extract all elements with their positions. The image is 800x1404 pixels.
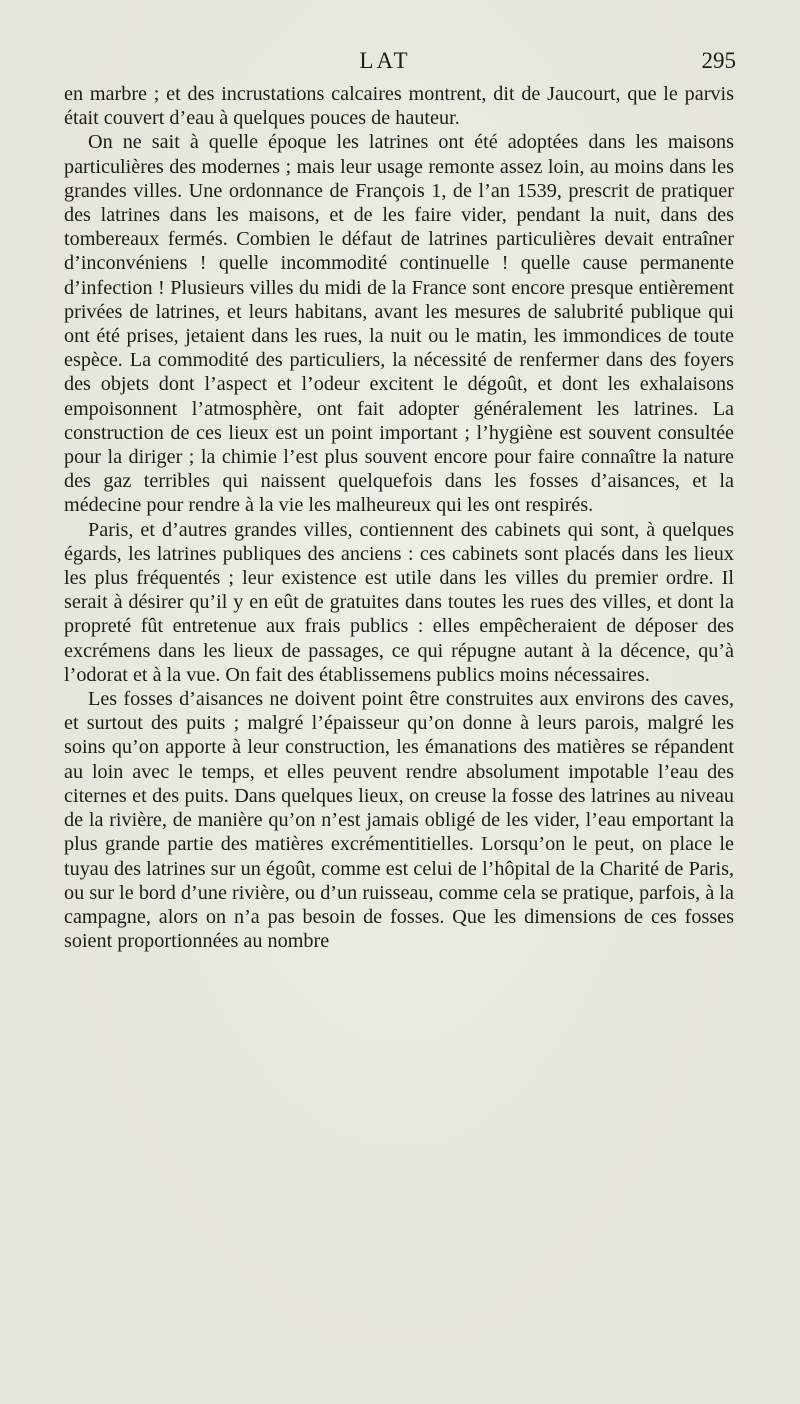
paragraph-public-cabinets: Paris, et d’autres grandes villes, contiennent des cabinets qui sont, à quelques égards, les latrines publiques des anciens : ces cabinets sont placés dans les lieux les plus fréquentés ; leur existence est utile dans les villes du premier ordre. Il serait à désirer qu’il y en eût de gratuites dans toutes les rues des villes, et dont la propreté fût entretenue aux frais publics : elles empêcheraient de déposer des excrémens dans les lieux de passages, ce qui répugne autant à la décence, qu’à l’odorat et à la vue. On fait des établissemens publics moins nécessaires.: [64, 518, 734, 686]
body-text: [64, 82, 734, 953]
running-head-title: LAT: [359, 48, 411, 73]
running-head: [0, 48, 800, 78]
paragraph-cesspits: Les fosses d’aisances ne doivent point être construites aux environs des caves, et surtout des puits ; malgré l’épaisseur qu’on donne à leurs parois, malgré les soins qu’on apporte à leur construction, les émanations des matières se répandent au loin avec le temps, et elles peuvent rendre absolument impotable l’eau des citernes et des puits. Dans quelques lieux, on creuse la fosse des latrines au niveau de la rivière, de manière qu’on n’est jamais obligé de les vider, l’eau emportant la plus grande partie des matières excrémentitielles. Lorsqu’on le peut, on place le tuyau des latrines sur un égoût, comme est celui de l’hôpital de la Charité de Paris, ou sur le bord d’une rivière, ou d’un ruisseau, comme cela se pratique, parfois, à la campagne, alors on n’a pas besoin de fosses. Que les dimensions de ces fosses soient proportionnées au nombre: [64, 688, 734, 953]
paragraph-continuation: en marbre ; et des incrustations calcaires montrent, dit de Jaucourt, que le parvis était couvert d’eau à quelques pouces de hauteur.: [64, 83, 734, 130]
page-number: 295: [701, 48, 736, 73]
paragraph-latrines-history: On ne sait à quelle époque les latrines ont été adoptées dans les maisons particulières des modernes ; mais leur usage remonte assez loin, au moins dans les grandes villes. Une ordonnance de François 1, de l’an 1539, prescrit de pratiquer des latrines dans les maisons, et de les faire vider, pendant la nuit, dans des tombereaux fermés. Combien le défaut de latrines particulières devait entraîner d’inconvéniens ! quelle incommodité continuelle ! quelle cause permanente d’infection ! Plusieurs villes du midi de la France sont encore presque entièrement privées de latrines, et leurs habitans, avant les mesures de salubrité publique qui ont été prises, jetaient dans les rues, la nuit ou le matin, les immondices de toute espèce. La commodité des particuliers, la nécessité de renfermer dans des foyers des objets dont l’aspect et l’odeur excitent le dégoût, et dont les exhalaisons empoisonnent l’atmosphère, ont fait adopter généralement les latrines. La construction de ces lieux est un point important ; l’hygiène est souvent consultée pour la diriger ; la chimie l’est plus souvent encore pour faire connaître la nature des gaz terribles qui naissent quelquefois dans les fosses d’aisances, et la médecine pour rendre à la vie les malheureux qui les ont respirés.: [64, 131, 734, 517]
